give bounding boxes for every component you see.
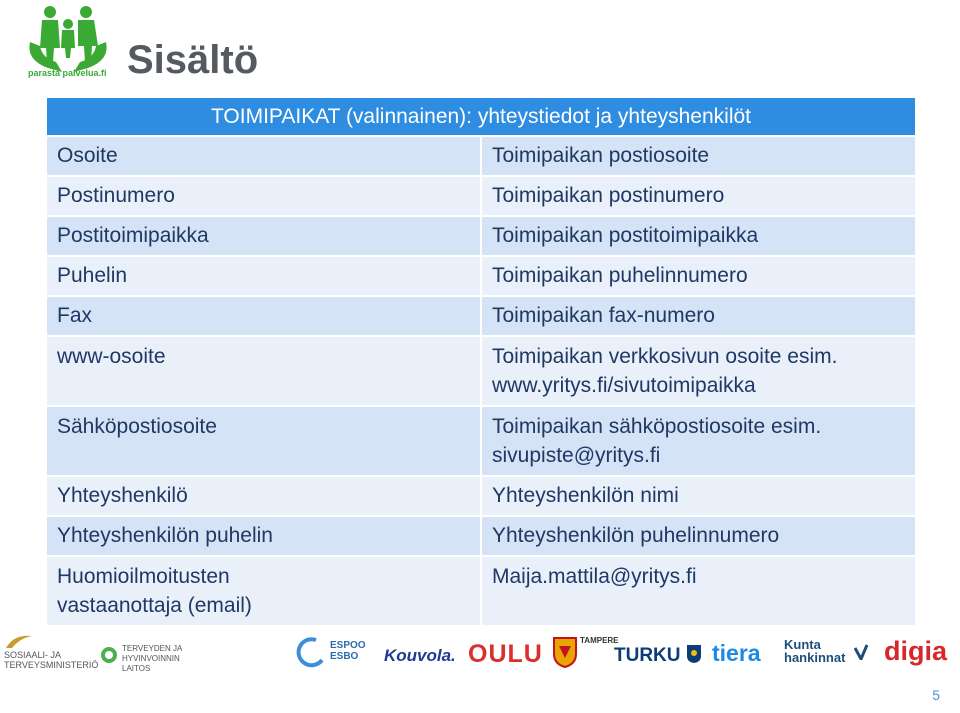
table-row [46, 296, 916, 336]
row-value-line: www.yritys.fi/sivutoimipaikka [492, 374, 756, 397]
row-value: Yhteyshenkilön puhelinnumero [481, 516, 916, 556]
row-value: Toimipaikan postinumero [481, 176, 916, 216]
row-value-line: Maija.mattila@yritys.fi [492, 565, 697, 588]
table-header: TOIMIPAIKAT (valinnainen): yhteystiedot ja yhteyshenkilöt [46, 97, 916, 136]
kuntahankinnat-check-icon [854, 644, 868, 660]
espoo-logo [296, 636, 376, 662]
stm-text-2: TERVEYSMINISTERIÖ [4, 660, 99, 670]
tampere-shield-icon [552, 636, 578, 668]
row-value: Yhteyshenkilön nimi [481, 476, 916, 516]
kuntahankinnat-text-2: hankinnat [784, 650, 846, 665]
turku-text: TURKU [614, 645, 681, 666]
digia-logo: digia [884, 636, 948, 666]
row-label [46, 336, 481, 406]
stm-logo [4, 632, 99, 670]
tiera-logo: tiera [712, 640, 761, 666]
row-label-spacer [57, 371, 470, 400]
turku-logo [614, 644, 702, 667]
tampere-logo [552, 636, 619, 673]
row-label-line: Huomioilmoitusten [57, 565, 230, 588]
thl-emblem-icon [100, 646, 118, 664]
kuntahankinnat-logo [784, 638, 874, 664]
thl-text-1: TERVEYDEN JA [122, 644, 183, 653]
row-label-spacer [57, 441, 470, 470]
row-value-line: Toimipaikan verkkosivun osoite esim. [492, 345, 838, 368]
row-value: Toimipaikan postiosoite [481, 136, 916, 176]
row-label-line: vastaanottaja (email) [57, 594, 252, 617]
thl-text-2: HYVINVOINNIN LAITOS [122, 654, 180, 673]
row-value: Toimipaikan puhelinnumero [481, 256, 916, 296]
row-value-line: Toimipaikan sähköpostiosoite esim. [492, 415, 822, 438]
page-number: 5 [932, 687, 940, 703]
row-label: Puhelin [46, 256, 481, 296]
row-value [481, 406, 916, 476]
turku-crest-icon [686, 644, 702, 664]
stm-emblem-icon [4, 632, 34, 650]
table-row [46, 476, 916, 516]
row-label: Yhteyshenkilö [46, 476, 481, 516]
row-label: Postinumero [46, 176, 481, 216]
kuntahankinnat-text-1: Kunta [784, 637, 821, 652]
stm-text-1: SOSIAALI- JA [4, 650, 62, 660]
tampere-text: TAMPERE [580, 636, 619, 645]
page-title: Sisältö [127, 38, 259, 82]
kouvola-logo: Kouvola. [384, 646, 456, 665]
row-label: Yhteyshenkilön puhelin [46, 516, 481, 556]
partner-logos [0, 628, 960, 684]
row-value-spacer [492, 591, 905, 620]
table-row [46, 176, 916, 216]
table-row [46, 556, 916, 626]
row-label [46, 406, 481, 476]
thl-logo [100, 644, 210, 674]
table-row [46, 256, 916, 296]
row-label: Postitoimipaikka [46, 216, 481, 256]
row-value: Toimipaikan postitoimipaikka [481, 216, 916, 256]
oulu-logo: OULU [468, 640, 543, 668]
table-row [46, 406, 916, 476]
espoo-text-2: ESBO [330, 651, 359, 662]
row-label: Fax [46, 296, 481, 336]
row-value [481, 556, 916, 626]
row-value [481, 336, 916, 406]
row-label-line: www-osoite [57, 345, 166, 368]
row-label: Osoite [46, 136, 481, 176]
contact-info-table [45, 96, 917, 627]
espoo-text-1: ESPOO [330, 640, 366, 651]
row-label [46, 556, 481, 626]
table-row [46, 216, 916, 256]
row-value-line: sivupiste@yritys.fi [492, 444, 661, 467]
row-value: Toimipaikan fax-numero [481, 296, 916, 336]
logo-caption: parasta palvelua.fi [28, 68, 107, 78]
espoo-emblem-icon [296, 636, 326, 668]
row-label-line: Sähköpostiosoite [57, 415, 217, 438]
table-row [46, 516, 916, 556]
table-row [46, 336, 916, 406]
table-row [46, 136, 916, 176]
